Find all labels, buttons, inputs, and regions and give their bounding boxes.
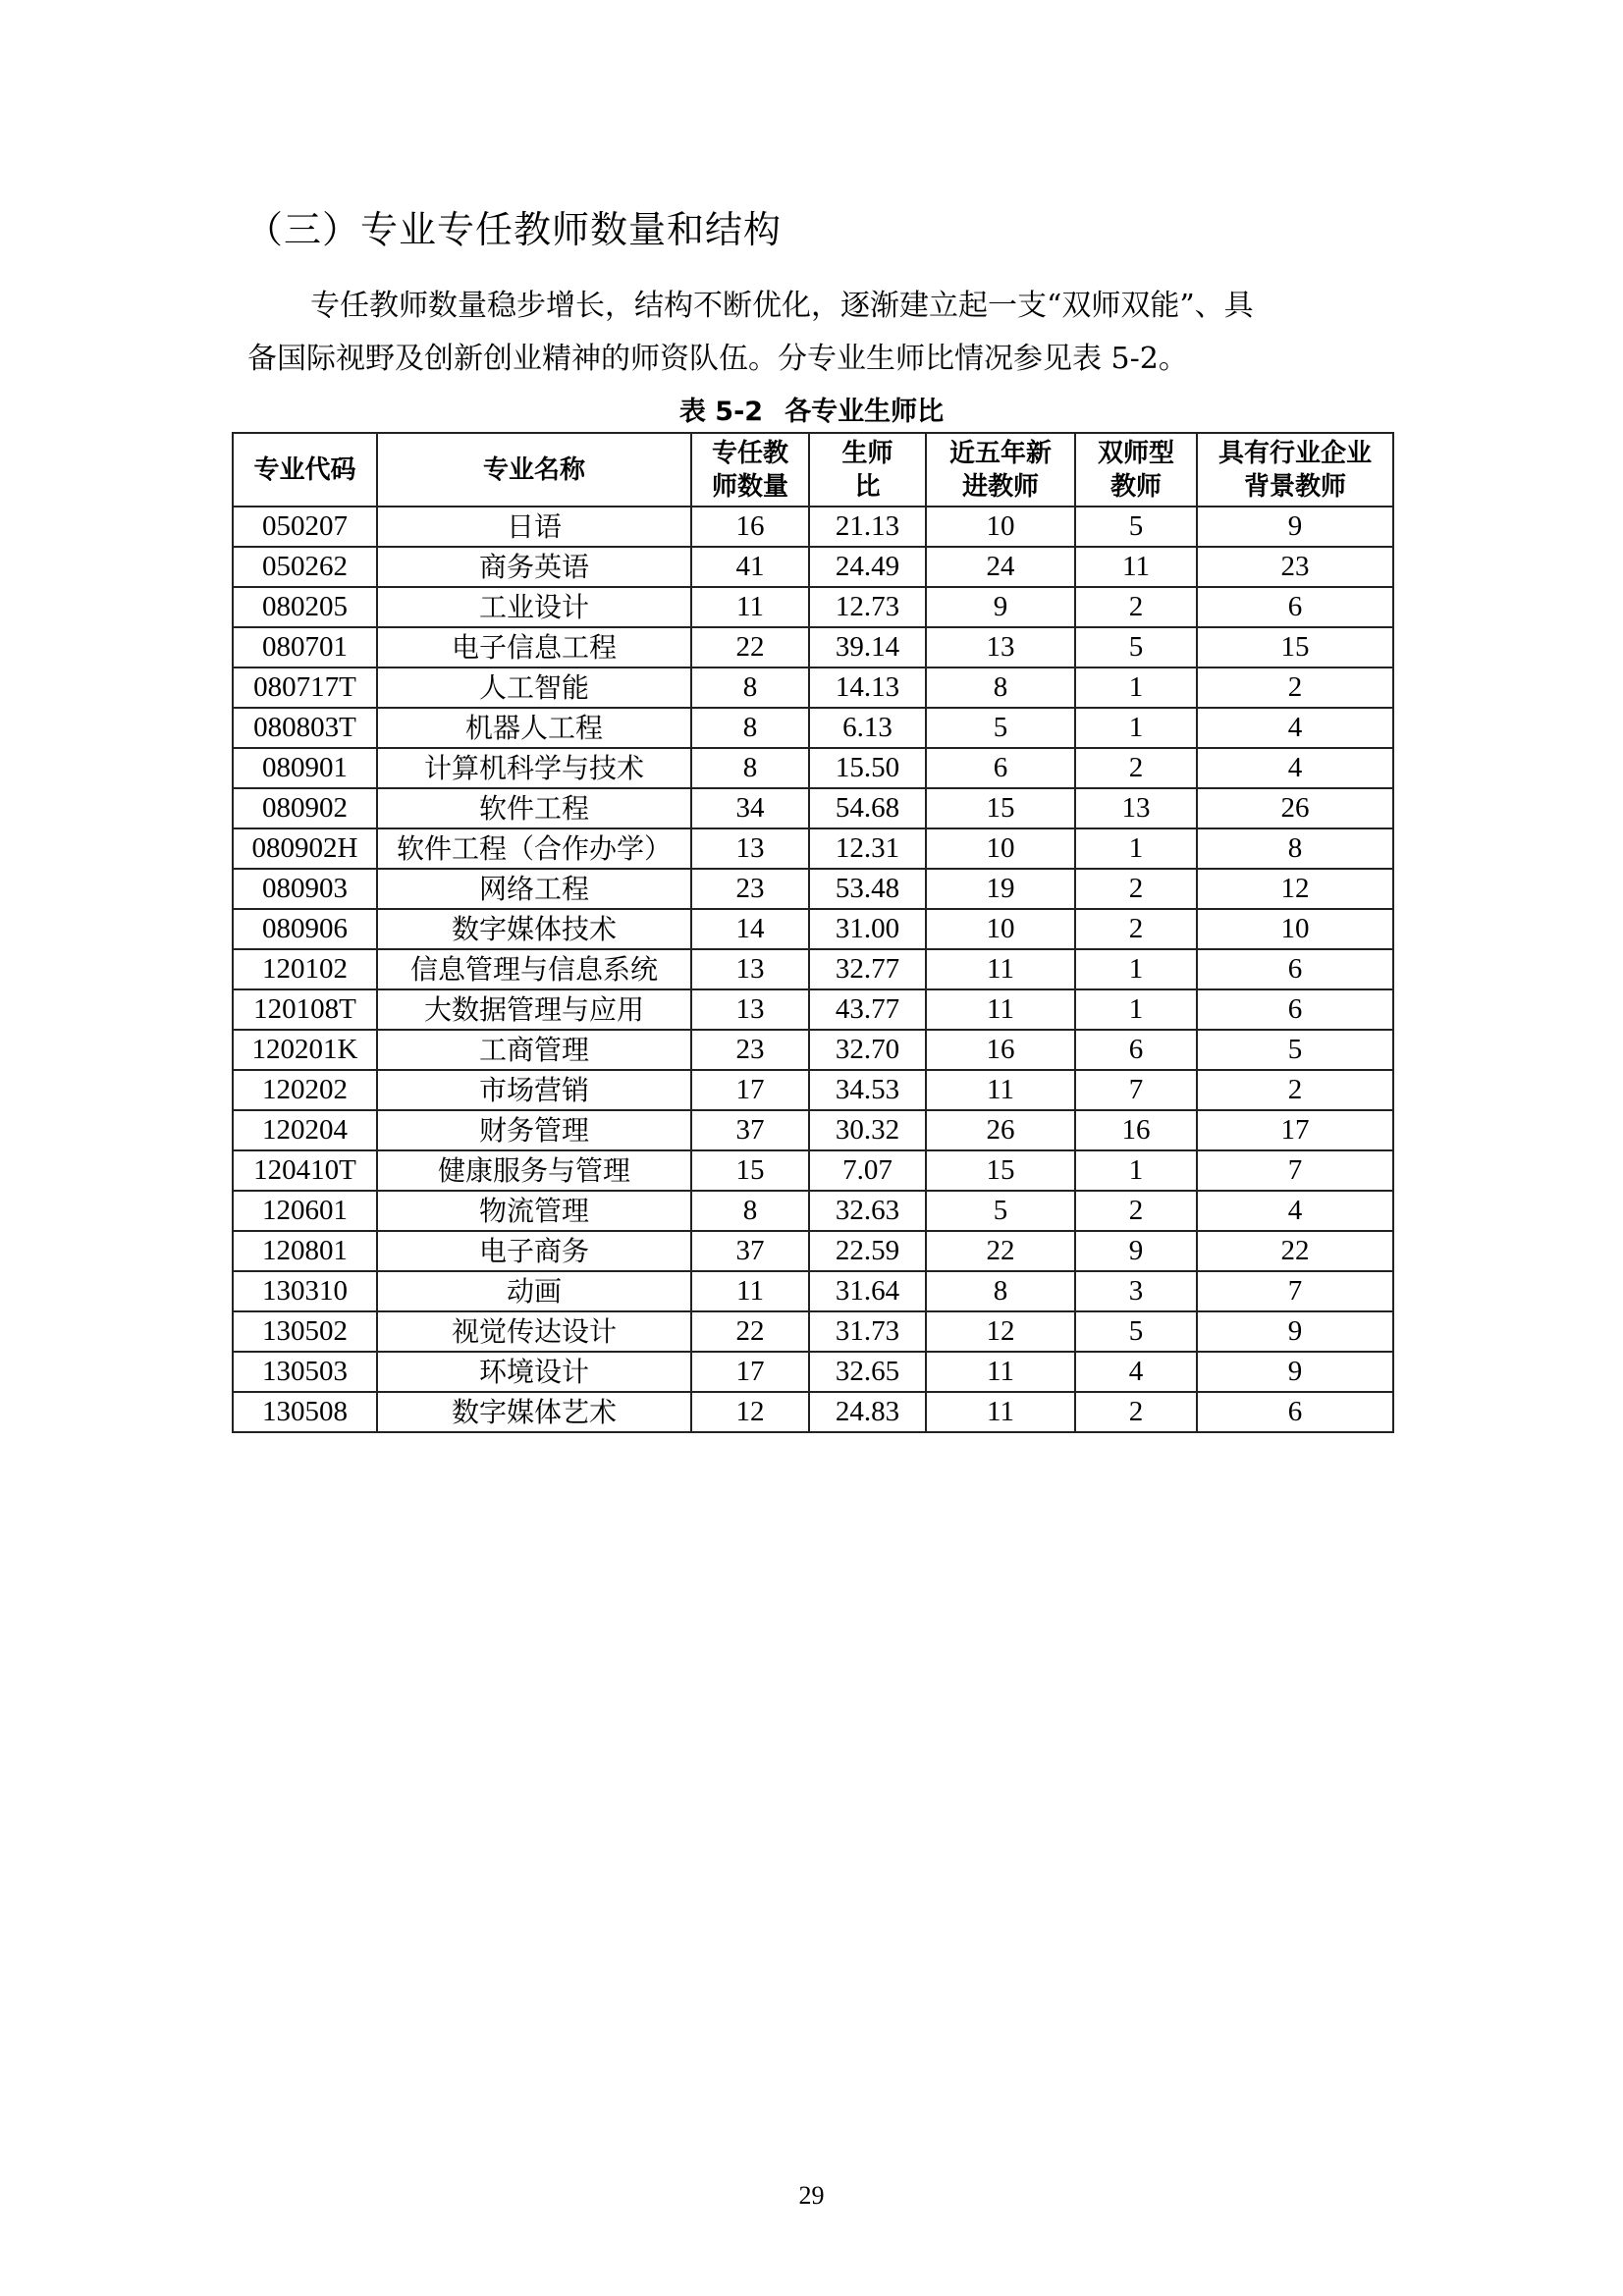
column-header <box>233 433 377 507</box>
ratio-cell: 32.77 <box>809 949 926 989</box>
ratio-cell: 21.13 <box>809 507 926 547</box>
ratio-cell: 30.32 <box>809 1110 926 1150</box>
major-name-cell: 大数据管理与应用 <box>377 989 691 1030</box>
ratio-cell: 15.50 <box>809 748 926 788</box>
dual-qualified-cell: 2 <box>1075 1392 1197 1432</box>
major-name-cell: 财务管理 <box>377 1110 691 1150</box>
major-name-cell: 健康服务与管理 <box>377 1150 691 1191</box>
page-number: 29 <box>798 2181 825 2210</box>
teacher-count-cell: 8 <box>691 748 809 788</box>
table-row <box>233 1070 1393 1110</box>
new-teachers-cell: 10 <box>926 828 1075 869</box>
industry-background-cell: 9 <box>1197 1311 1393 1352</box>
new-teachers-cell: 22 <box>926 1231 1075 1271</box>
table-row <box>233 1110 1393 1150</box>
industry-background-cell: 9 <box>1197 1352 1393 1392</box>
column-header-line: 进教师 <box>961 471 1039 502</box>
teacher-count-cell: 14 <box>691 909 809 949</box>
ratio-cell: 34.53 <box>809 1070 926 1110</box>
new-teachers-cell: 5 <box>926 708 1075 748</box>
table-row <box>233 1191 1393 1231</box>
table-row <box>233 547 1393 587</box>
dual-qualified-cell: 1 <box>1075 1150 1197 1191</box>
dual-qualified-cell: 1 <box>1075 708 1197 748</box>
major-code-cell: 120108T <box>233 989 377 1030</box>
table-row <box>233 507 1393 547</box>
table-row <box>233 909 1393 949</box>
industry-background-cell: 2 <box>1197 1070 1393 1110</box>
ratio-cell: 12.73 <box>809 587 926 627</box>
major-code-cell: 080902 <box>233 788 377 828</box>
new-teachers-cell: 24 <box>926 547 1075 587</box>
major-code-cell: 130503 <box>233 1352 377 1392</box>
major-code-cell: 120201K <box>233 1030 377 1070</box>
ratio-cell: 53.48 <box>809 869 926 909</box>
new-teachers-cell: 26 <box>926 1110 1075 1150</box>
major-name-cell: 日语 <box>377 507 691 547</box>
major-code-cell: 120801 <box>233 1231 377 1271</box>
dual-qualified-cell: 5 <box>1075 507 1197 547</box>
table-row <box>233 828 1393 869</box>
major-name-cell: 计算机科学与技术 <box>377 748 691 788</box>
industry-background-cell: 6 <box>1197 1392 1393 1432</box>
ratio-cell: 32.70 <box>809 1030 926 1070</box>
dual-qualified-cell: 1 <box>1075 949 1197 989</box>
teacher-count-cell: 17 <box>691 1352 809 1392</box>
industry-background-cell: 9 <box>1197 507 1393 547</box>
major-name-cell: 环境设计 <box>377 1352 691 1392</box>
major-name-cell: 信息管理与信息系统 <box>377 949 691 989</box>
industry-background-cell: 22 <box>1197 1231 1393 1271</box>
major-code-cell: 080803T <box>233 708 377 748</box>
industry-background-cell: 6 <box>1197 949 1393 989</box>
dual-qualified-cell: 1 <box>1075 828 1197 869</box>
ratio-cell: 43.77 <box>809 989 926 1030</box>
dual-qualified-cell: 1 <box>1075 667 1197 708</box>
dual-qualified-cell: 16 <box>1075 1110 1197 1150</box>
major-name-cell: 数字媒体艺术 <box>377 1392 691 1432</box>
major-code-cell: 120202 <box>233 1070 377 1110</box>
new-teachers-cell: 19 <box>926 869 1075 909</box>
industry-background-cell: 15 <box>1197 627 1393 667</box>
major-code-cell: 050262 <box>233 547 377 587</box>
major-name-cell: 软件工程 <box>377 788 691 828</box>
major-name-cell: 工业设计 <box>377 587 691 627</box>
major-name-cell: 数字媒体技术 <box>377 909 691 949</box>
major-name-cell: 视觉传达设计 <box>377 1311 691 1352</box>
table-row <box>233 989 1393 1030</box>
teacher-count-cell: 11 <box>691 587 809 627</box>
column-header-line: 师数量 <box>711 471 788 502</box>
table-row <box>233 1150 1393 1191</box>
dual-qualified-cell: 2 <box>1075 748 1197 788</box>
dual-qualified-cell: 2 <box>1075 1191 1197 1231</box>
paragraph-line-2: 备国际视野及创新创业精神的师资队伍。分专业生师比情况参见表 5-2。 <box>247 342 1188 376</box>
new-teachers-cell: 15 <box>926 1150 1075 1191</box>
table-row <box>233 788 1393 828</box>
column-header-line: 专业代码 <box>253 454 356 485</box>
ratio-cell: 12.31 <box>809 828 926 869</box>
new-teachers-cell: 11 <box>926 1070 1075 1110</box>
major-code-cell: 120102 <box>233 949 377 989</box>
major-name-cell: 商务英语 <box>377 547 691 587</box>
table-row <box>233 627 1393 667</box>
paragraph-line-1 <box>247 280 1386 333</box>
major-code-cell: 120601 <box>233 1191 377 1231</box>
ratio-cell: 31.64 <box>809 1271 926 1311</box>
column-header-line: 专业名称 <box>482 454 585 485</box>
teacher-count-cell: 13 <box>691 828 809 869</box>
column-header-line: 比 <box>854 471 881 502</box>
table-caption-title: 各专业生师比 <box>784 397 945 427</box>
major-code-cell: 080901 <box>233 748 377 788</box>
dual-qualified-cell: 4 <box>1075 1352 1197 1392</box>
major-name-cell: 机器人工程 <box>377 708 691 748</box>
major-name-cell: 网络工程 <box>377 869 691 909</box>
table-row <box>233 1231 1393 1271</box>
teacher-count-cell: 22 <box>691 1311 809 1352</box>
column-header-line: 生师 <box>841 438 893 468</box>
new-teachers-cell: 11 <box>926 989 1075 1030</box>
major-code-cell: 130508 <box>233 1392 377 1432</box>
major-code-cell: 120204 <box>233 1110 377 1150</box>
dual-qualified-cell: 2 <box>1075 869 1197 909</box>
column-header-line: 近五年新 <box>948 438 1052 468</box>
new-teachers-cell: 15 <box>926 788 1075 828</box>
teacher-count-cell: 8 <box>691 667 809 708</box>
table-row <box>233 949 1393 989</box>
major-code-cell: 050207 <box>233 507 377 547</box>
teacher-count-cell: 13 <box>691 989 809 1030</box>
column-header <box>809 433 926 507</box>
dual-qualified-cell: 13 <box>1075 788 1197 828</box>
column-header-line: 专任教 <box>711 438 788 468</box>
column-header-line: 具有行业企业 <box>1217 438 1372 468</box>
table-body <box>233 507 1393 1432</box>
teacher-count-cell: 23 <box>691 1030 809 1070</box>
ratio-cell: 14.13 <box>809 667 926 708</box>
teacher-count-cell: 11 <box>691 1271 809 1311</box>
industry-background-cell: 12 <box>1197 869 1393 909</box>
new-teachers-cell: 13 <box>926 627 1075 667</box>
column-header-line: 双师型 <box>1097 438 1174 468</box>
ratio-cell: 22.59 <box>809 1231 926 1271</box>
table-row <box>233 869 1393 909</box>
industry-background-cell: 7 <box>1197 1150 1393 1191</box>
industry-background-cell: 26 <box>1197 788 1393 828</box>
ratio-cell: 32.63 <box>809 1191 926 1231</box>
teacher-count-cell: 23 <box>691 869 809 909</box>
industry-background-cell: 7 <box>1197 1271 1393 1311</box>
industry-background-cell: 2 <box>1197 667 1393 708</box>
new-teachers-cell: 11 <box>926 949 1075 989</box>
major-code-cell: 080205 <box>233 587 377 627</box>
teacher-count-cell: 34 <box>691 788 809 828</box>
industry-background-cell: 6 <box>1197 587 1393 627</box>
table-caption <box>0 390 1623 428</box>
column-header-line: 背景教师 <box>1243 471 1346 502</box>
major-name-cell: 电子信息工程 <box>377 627 691 667</box>
dual-qualified-cell: 2 <box>1075 909 1197 949</box>
major-code-cell: 080717T <box>233 667 377 708</box>
ratio-cell: 32.65 <box>809 1352 926 1392</box>
major-name-cell: 人工智能 <box>377 667 691 708</box>
column-header <box>691 433 809 507</box>
dual-qualified-cell: 2 <box>1075 587 1197 627</box>
teacher-count-cell: 37 <box>691 1231 809 1271</box>
major-code-cell: 080906 <box>233 909 377 949</box>
major-name-cell: 软件工程（合作办学） <box>377 828 691 869</box>
dual-qualified-cell: 5 <box>1075 627 1197 667</box>
new-teachers-cell: 10 <box>926 909 1075 949</box>
teacher-count-cell: 37 <box>691 1110 809 1150</box>
dual-qualified-cell: 7 <box>1075 1070 1197 1110</box>
new-teachers-cell: 5 <box>926 1191 1075 1231</box>
new-teachers-cell: 16 <box>926 1030 1075 1070</box>
ratio-cell: 39.14 <box>809 627 926 667</box>
teacher-count-cell: 22 <box>691 627 809 667</box>
ratio-cell: 31.73 <box>809 1311 926 1352</box>
new-teachers-cell: 11 <box>926 1352 1075 1392</box>
dual-qualified-cell: 5 <box>1075 1311 1197 1352</box>
industry-background-cell: 23 <box>1197 547 1393 587</box>
section-heading: （三）专业专任教师数量和结构 <box>245 208 783 251</box>
column-header <box>926 433 1075 507</box>
major-code-cell: 080701 <box>233 627 377 667</box>
major-code-cell: 080902H <box>233 828 377 869</box>
ratio-cell: 31.00 <box>809 909 926 949</box>
dual-qualified-cell: 3 <box>1075 1271 1197 1311</box>
teacher-count-cell: 12 <box>691 1392 809 1432</box>
major-code-cell: 130502 <box>233 1311 377 1352</box>
major-code-cell: 120410T <box>233 1150 377 1191</box>
table-row <box>233 1271 1393 1311</box>
industry-background-cell: 17 <box>1197 1110 1393 1150</box>
new-teachers-cell: 10 <box>926 507 1075 547</box>
new-teachers-cell: 11 <box>926 1392 1075 1432</box>
major-name-cell: 动画 <box>377 1271 691 1311</box>
new-teachers-cell: 8 <box>926 1271 1075 1311</box>
major-name-cell: 电子商务 <box>377 1231 691 1271</box>
industry-background-cell: 5 <box>1197 1030 1393 1070</box>
table-row <box>233 1392 1393 1432</box>
table-row <box>233 708 1393 748</box>
table-row <box>233 1311 1393 1352</box>
new-teachers-cell: 12 <box>926 1311 1075 1352</box>
column-header <box>377 433 691 507</box>
student-teacher-ratio-table <box>232 432 1394 1433</box>
industry-background-cell: 4 <box>1197 748 1393 788</box>
teacher-count-cell: 8 <box>691 708 809 748</box>
table-header-row <box>233 433 1393 507</box>
teacher-count-cell: 41 <box>691 547 809 587</box>
ratio-cell: 6.13 <box>809 708 926 748</box>
column-header-line: 教师 <box>1109 471 1162 502</box>
teacher-count-cell: 17 <box>691 1070 809 1110</box>
industry-background-cell: 4 <box>1197 1191 1393 1231</box>
industry-background-cell: 10 <box>1197 909 1393 949</box>
major-name-cell: 工商管理 <box>377 1030 691 1070</box>
teacher-count-cell: 8 <box>691 1191 809 1231</box>
paragraph-text-1: 专任教师数量稳步增长，结构不断优化，逐渐建立起一支“双师双能”、具 <box>310 289 1254 323</box>
table-caption-number: 表 5-2 <box>678 397 764 427</box>
table-row <box>233 1030 1393 1070</box>
table-row <box>233 748 1393 788</box>
new-teachers-cell: 9 <box>926 587 1075 627</box>
table-row <box>233 587 1393 627</box>
dual-qualified-cell: 1 <box>1075 989 1197 1030</box>
column-header <box>1197 433 1393 507</box>
table-row <box>233 667 1393 708</box>
column-header <box>1075 433 1197 507</box>
dual-qualified-cell: 9 <box>1075 1231 1197 1271</box>
ratio-cell: 24.83 <box>809 1392 926 1432</box>
table-row <box>233 1352 1393 1392</box>
ratio-cell: 7.07 <box>809 1150 926 1191</box>
dual-qualified-cell: 6 <box>1075 1030 1197 1070</box>
major-name-cell: 物流管理 <box>377 1191 691 1231</box>
ratio-cell: 24.49 <box>809 547 926 587</box>
teacher-count-cell: 16 <box>691 507 809 547</box>
new-teachers-cell: 8 <box>926 667 1075 708</box>
teacher-count-cell: 15 <box>691 1150 809 1191</box>
major-code-cell: 080903 <box>233 869 377 909</box>
industry-background-cell: 8 <box>1197 828 1393 869</box>
major-code-cell: 130310 <box>233 1271 377 1311</box>
industry-background-cell: 6 <box>1197 989 1393 1030</box>
ratio-cell: 54.68 <box>809 788 926 828</box>
dual-qualified-cell: 11 <box>1075 547 1197 587</box>
new-teachers-cell: 6 <box>926 748 1075 788</box>
teacher-count-cell: 13 <box>691 949 809 989</box>
industry-background-cell: 4 <box>1197 708 1393 748</box>
major-name-cell: 市场营销 <box>377 1070 691 1110</box>
